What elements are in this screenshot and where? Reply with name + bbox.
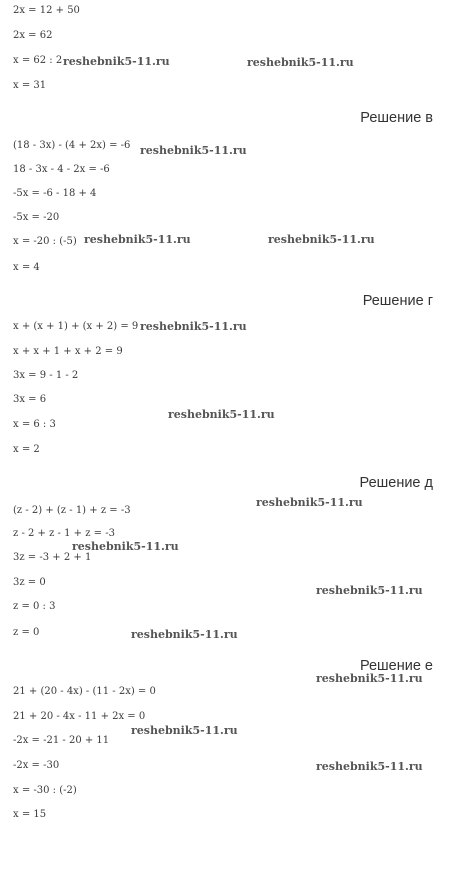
watermark: reshebnik5-11.ru	[63, 55, 170, 68]
equation-line: x = -30 : (-2)	[13, 785, 77, 796]
equation-line: x = 31	[13, 80, 47, 91]
equation-line: x = -20 : (-5)	[13, 236, 77, 247]
watermark: reshebnik5-11.ru	[72, 540, 179, 553]
equation-line: 21 + (20 - 4x) - (11 - 2x) = 0	[13, 686, 156, 697]
watermark: reshebnik5-11.ru	[256, 496, 363, 509]
equation-line: 3x = 6	[13, 394, 47, 405]
equation-line: 3z = 0	[13, 577, 46, 588]
section-heading-d: Решение д	[359, 475, 433, 491]
equation-line: 3x = 9 - 1 - 2	[13, 370, 79, 381]
equation-line: -5x = -6 - 18 + 4	[13, 188, 97, 199]
equation-line: z = 0 : 3	[13, 601, 56, 612]
watermark: reshebnik5-11.ru	[168, 408, 275, 421]
watermark: reshebnik5-11.ru	[247, 56, 354, 69]
watermark: reshebnik5-11.ru	[316, 584, 423, 597]
equation-line: 2x = 62	[13, 30, 53, 41]
equation-line: x = 4	[13, 262, 40, 273]
watermark: reshebnik5-11.ru	[316, 672, 423, 685]
watermark: reshebnik5-11.ru	[84, 233, 191, 246]
equation-line: -5x = -20	[13, 212, 60, 223]
watermark: reshebnik5-11.ru	[131, 724, 238, 737]
watermark: reshebnik5-11.ru	[131, 628, 238, 641]
equation-line: 3z = -3 + 2 + 1	[13, 552, 92, 563]
equation-line: (18 - 3x) - (4 + 2x) = -6	[13, 140, 131, 151]
equation-line: (z - 2) + (z - 1) + z = -3	[13, 505, 131, 516]
watermark: reshebnik5-11.ru	[316, 760, 423, 773]
equation-line: x + x + 1 + x + 2 = 9	[13, 346, 123, 357]
equation-line: x = 62 : 2	[13, 55, 63, 66]
watermark: reshebnik5-11.ru	[268, 233, 375, 246]
equation-line: z - 2 + z - 1 + z = -3	[13, 528, 115, 539]
watermark: reshebnik5-11.ru	[140, 144, 247, 157]
equation-line: x = 15	[13, 809, 47, 820]
section-heading-e: Решение е	[359, 658, 433, 674]
equation-line: -2x = -21 - 20 + 11	[13, 735, 110, 746]
equation-line: 21 + 20 - 4x - 11 + 2x = 0	[13, 711, 146, 722]
equation-line: x + (x + 1) + (x + 2) = 9	[13, 321, 139, 332]
equation-line: z = 0	[13, 627, 40, 638]
equation-line: -2x = -30	[13, 760, 60, 771]
equation-line: 18 - 3x - 4 - 2x = -6	[13, 164, 110, 175]
equation-line: 2x = 12 + 50	[13, 5, 80, 16]
equation-line: x = 2	[13, 444, 40, 455]
equation-line: x = 6 : 3	[13, 419, 56, 430]
section-heading-v: Решение в	[360, 110, 433, 126]
section-heading-g: Решение г	[362, 293, 433, 309]
watermark: reshebnik5-11.ru	[140, 320, 247, 333]
